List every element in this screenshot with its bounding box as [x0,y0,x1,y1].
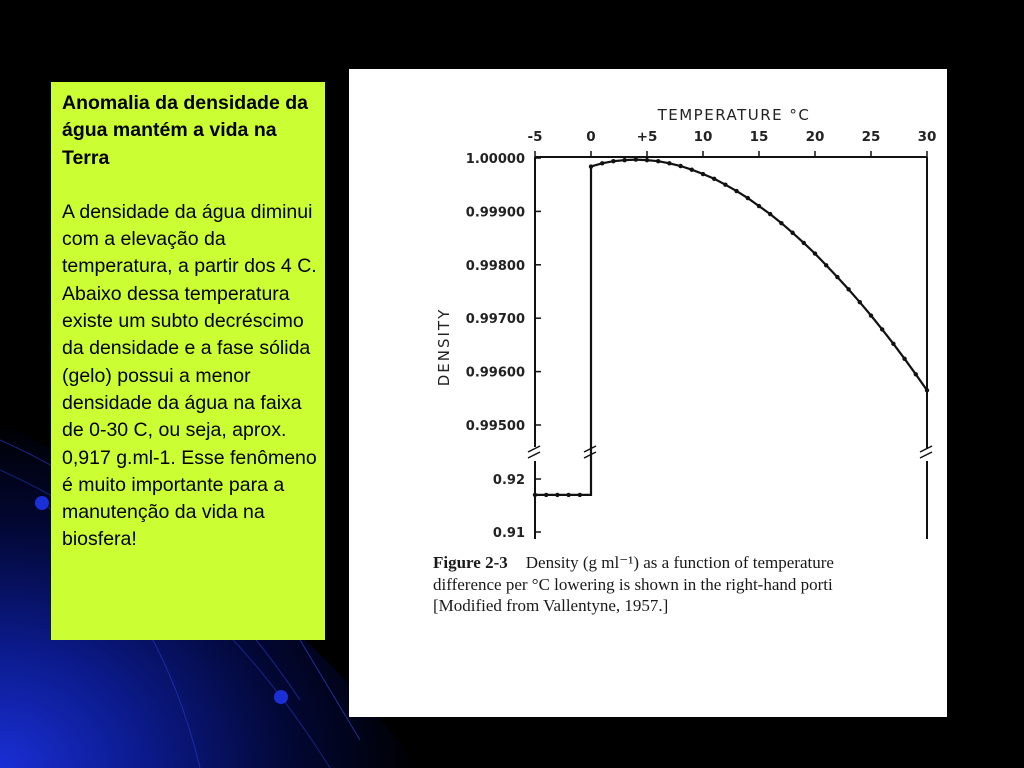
x-axis-title: TEMPERATURE °C [657,106,811,124]
x-tick-label: +5 [636,129,658,145]
x-tick-label: 0 [586,129,596,145]
axis-break-mark [528,452,540,458]
y-axis-title: DENSITY [435,307,453,387]
caption-line-3: [Modified from Vallentyne, 1957.] [433,596,669,615]
data-point [611,159,615,163]
data-point [846,287,850,291]
data-point [790,231,794,235]
data-point [813,251,817,255]
data-point [869,313,873,317]
data-point [891,342,895,346]
x-tick-label: 30 [917,129,937,145]
density-chart [349,69,947,717]
y-tick-label: 0.99800 [465,258,525,274]
data-point [555,493,559,497]
data-point [690,168,694,172]
x-tick-label: 15 [749,129,769,145]
data-point [578,493,582,497]
slide-title: Anomalia da densidade da água mantém a vida na Terra [62,92,308,169]
y-tick-label: 0.99700 [465,312,525,328]
caption-line-1: Density (g ml⁻¹) as a function of temperature [525,553,834,572]
y-tick-label: 0.92 [492,473,525,488]
figure-label: Figure 2-3 [433,553,508,572]
data-point [656,159,660,163]
data-point [902,357,906,361]
x-tick-label: 10 [693,129,713,145]
data-point [768,212,772,216]
data-point [802,241,806,245]
data-point [701,172,705,176]
data-point [678,164,682,168]
data-point [858,300,862,304]
x-tick-label: 20 [805,129,825,145]
data-point [622,158,626,162]
data-point [667,161,671,165]
data-point [914,372,918,376]
data-point [746,196,750,200]
y-tick-label: 0.91 [492,526,525,541]
data-point [566,493,570,497]
data-point [779,221,783,225]
y-tick-label: 0.99600 [465,365,525,381]
y-tick-label: 0.99500 [465,419,525,434]
data-point [925,388,929,392]
x-tick-label: -5 [527,129,543,145]
caption-line-2: difference per °C lowering is shown in the right-hand porti [433,574,833,594]
data-point [734,189,738,193]
slide-body-text: A densidade da água diminui com a elevação da temperatura, a partir dos 4 C. Abaixo dessa temperatura existe um subto decréscimo da densidade e a fase sólida (gelo) possui a menor densidade da água na faixa de 0-30 C, ou seja, aprox. 0,917 g.ml-1. Esse fenômeno é muito importante para a manutenção da vida na biosfera! [62,200,317,551]
data-point [712,177,716,181]
data-point [533,493,537,497]
y-tick-label: 1.00000 [465,152,525,167]
data-point [757,204,761,208]
data-point [723,183,727,187]
data-point [600,161,604,165]
data-point [835,275,839,279]
data-point [645,158,649,162]
data-point [544,493,548,497]
density-curve [535,160,927,495]
data-point [880,327,884,331]
data-point [824,263,828,267]
axis-break-mark [920,452,932,458]
data-point [634,157,638,161]
figure-panel [349,69,947,717]
figure-caption [433,552,947,617]
text-panel [51,82,325,640]
x-tick-label: 25 [861,129,881,145]
y-tick-label: 0.99900 [465,205,525,221]
data-point [589,164,593,168]
